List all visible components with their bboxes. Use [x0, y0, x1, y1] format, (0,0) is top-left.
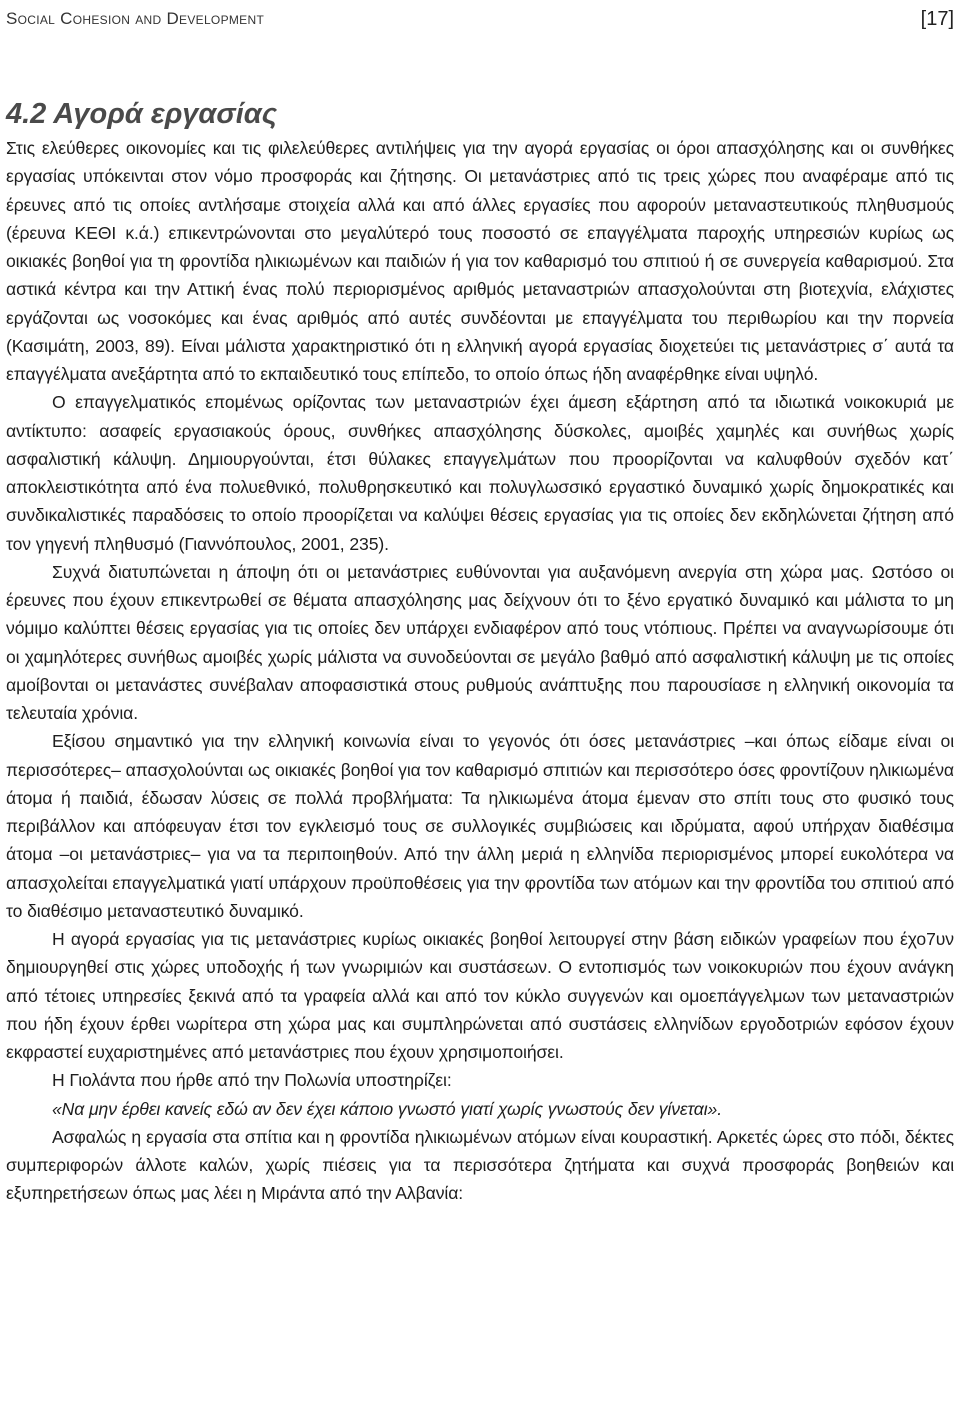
paragraph: Η αγορά εργασίας για τις μετανάστριες κυρίως οικιακές βοηθοί λειτουργεί στην βάση ειδικών γραφείων που έχο7υν δημιουργηθεί στις χώρες υποδοχής ή των γνωριμιών και συστάσεων. Ο εντοπισμός των νοικοκυριών που έχουν ανάγκη από τέτοιες υπηρεσίες ξεκινά από τα γραφεία αλλά και από τον κύκλο συγγενών και ομοεπάγγελμων των μεταναστριών που ήδη έχουν έρθει νωρίτερα στη χώρα μας και συμπληρώνεται από συστάσεις ελληνίδων εργοδοτριών εφόσον έχουν εκφραστεί ευχαριστημένες από μετανάστριες που έχουν χρησιμοποιήσει. [6, 929, 954, 1062]
paragraph: Εξίσου σημαντικό για την ελληνική κοινωνία είναι το γεγονός ότι όσες μετανάστριες –και όπως είδαμε είναι οι περισσότερες– απασχολούνται ως οικιακές βοηθοί για τον καθαρισμό σπιτιών και περισσότερο όσες φροντίζουν ηλικιωμένα άτομα ή παιδιά, έδωσαν λύσεις σε πολλά προβλήματα: Τα ηλικιωμένα άτομα έμεναν στο σπίτι τους στο φυσικό τους περιβάλλον και απόφευγαν έτσι τον εγκλεισμό τους σε συλλογικές συμβιώσεις και ιδρύματα, αφού υπήρχαν διαθέσιμα άτομα –οι μετανάστριες– για να τα περιποιηθούν. Από την άλλη μεριά η ελληνίδα περιορισμένος μπορεί ευκολότερα να απασχολείται επαγγελματικά γιατί υπάρχουν προϋποθέσεις για την φροντίδα των ατόμων και την φροντίδα του σπιτιού από το διαθέσιμο μεταναστευτικό δυναμικό. [6, 731, 954, 921]
closing-paragraph: Ασφαλώς η εργασία στα σπίτια και η φροντίδα ηλικιωμένων ατόμων είναι κουραστική. Αρκετές ώρες στο πόδι, δέκτες συμπεριφορών άλλοτε καλών, χωρίς πιέσεις για τα περισσότερα ζητήματα και συχνά προσφοράς βοηθειών και εξυπηρετήσεων όπως μας λέει η Μιράντα από την Αλβανία: [6, 1126, 954, 1204]
quote-intro: Η Γιολάντα που ήρθε από την Πολωνία υποστηρίζει: [52, 1070, 452, 1091]
paragraph: Στις ελεύθερες οικονομίες και τις φιλελεύθερες αντιλήψεις για την αγορά εργασίας οι όροι απασχόλησης και οι συνθήκες εργασίας υπόκεινται στον νόμο προσφοράς και ζήτησης. Οι μετανάστριες από τις τρεις χώρες που αναφέραμε από τις έρευνες από τις οποίες αντλήσαμε στοιχεία αλλά και από άλλες εργασίες που αφορούν μεταναστευτικούς πληθυσμούς (έρευνα ΚΕΘΙ κ.ά.) επικεντρώνονται στο μεγαλύτερό τους ποσοστό σε επαγγέλματα παροχής υπηρεσιών κυρίως ως οικιακές βοηθοί για τη φροντίδα ηλικιωμένων και παιδιών ή για τον καθαρισμό του σπιτιού ή σε συνεργεία καθαρισμού. Στα αστικά κέντρα και την Αττική ένας πολύ περιορισμένος αριθμός μεταναστριών απασχολούνται στη βιοτεχνία, ελάχιστες εργάζονται ως νοσοκόμες και ένας αριθμός από αυτές συνδέονται με επαγγέλματα του περιθωρίου και την πορνεία (Κασιμάτη, 2003, 89). Είναι μάλιστα χαρακτηριστικό ότι η ελληνική αγορά εργασίας διοχετεύει τις μετανάστριες σ΄ αυτά τα επαγγέλματα ανεξάρτητα από το εκπαιδευτικό τους επίπεδο, το οποίο όπως ήδη αναφέρθηκε είναι υψηλό. [6, 138, 954, 384]
page-header [6, 4, 954, 34]
page-number: [17] [920, 7, 954, 30]
quote: «Να μην έρθει κανείς εδώ αν δεν έχει κάποιο γνωστό γιατί χωρίς γνωστούς δεν γίνεται». [52, 1098, 723, 1119]
paragraph: Συχνά διατυπώνεται η άποψη ότι οι μετανάστριες ευθύνονται για αυξανόμενη ανεργία στη χώρα μας. Ωστόσο οι έρευνες που έχουν επικεντρωθεί σε θέματα απασχόλησης μας δείχνουν ότι το ξένο εργατικό δυναμικό και μάλιστα το μη νόμιμο καλύπτει θέσεις εργασίας για τις οποίες δεν υπάρχει ενδιαφέρον από τους ντόπιους. Πρέπει να αναγνωρίσουμε ότι οι χαμηλότερες συνήθως αμοιβές χωρίς μάλιστα να συνοδεύονται σε μεγάλο βαθμό από ασφαλιστική κάλυψη με τις οποίες αμοίβονται οι μετανάστες συνέβαλαν αποφασιστικά στους ρυθμούς ανάπτυξης που παρουσίασε η ελληνική οικονομία τα τελευταία χρόνια. [6, 561, 954, 723]
running-head: Social Cohesion and Development [6, 9, 265, 28]
section-body [6, 96, 954, 1208]
section-title: 4.2 Αγορά εργασίας [6, 98, 278, 130]
paragraph: Ο επαγγελματικός επομένως ορίζοντας των μεταναστριών έχει άμεση εξάρτηση από τα ιδιωτικά νοικοκυριά με αντίκτυπο: ασαφείς εργασιακούς όρους, συνθήκες απασχόλησης δύσκολες, αμοιβές χαμηλές και συνήθως χωρίς ασφαλιστική κάλυψη. Δημιουργούνται, έτσι θύλακες επαγγελμάτων που προορίζονται να καλυφθούν σχεδόν κατ΄ αποκλειστικότητα από ένα πολυεθνικό, πολυθρησκευτικό και πολυγλωσσικό εργαστικό δυναμικό χωρίς δημοκρατικές και συνδικαλιστικές παραδόσεις το οποίο προορίζεται να καλύψει θέσεις εργασίας για τις οποίες δεν εκδηλώνεται ζήτηση από τον γηγενή πληθυσμό (Γιαννόπουλος, 2001, 235). [6, 392, 954, 554]
